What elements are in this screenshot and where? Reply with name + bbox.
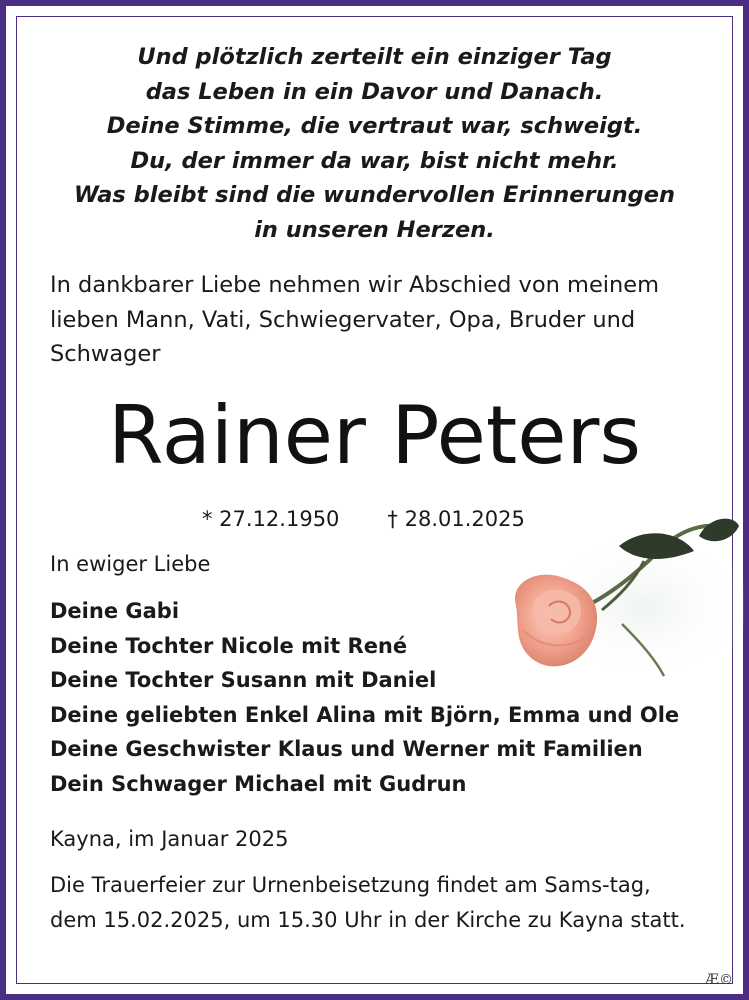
poem-line: das Leben in ein Davor und Danach. — [145, 78, 604, 105]
death-date: † 28.01.2025 — [387, 507, 525, 531]
poem-line: Und plötzlich zerteilt ein einziger Tag — [137, 44, 612, 70]
funeral-info: Die Trauerfeier zur Urnenbeisetzung findet am Sams-tag, dem 15.02.2025, um 15.30 Uhr in der Kirche zu Kayna statt. — [50, 873, 686, 932]
mourner-entry: Deine Geschwister Klaus und Werner mit Familien — [50, 737, 643, 761]
birth-date: * 27.12.1950 — [202, 507, 340, 531]
poem — [6, 40, 743, 247]
poem-line: Was bleibt sind die wundervollen Erinnerungen — [73, 182, 676, 208]
mourner-entry: Dein Schwager Michael mit Gudrun — [50, 771, 467, 796]
mourner-entry: Deine Gabi — [50, 599, 180, 623]
poem-line: Du, der immer da war, bist nicht mehr. — [130, 147, 619, 174]
mourner-entry: Deine Tochter Nicole mit René — [50, 633, 408, 658]
poem-line: in unseren Herzen. — [254, 216, 495, 243]
poem-line: Deine Stimme, die vertraut war, schweigt. — [106, 113, 643, 139]
place-date: Kayna, im Januar 2025 — [50, 827, 289, 851]
eternal-love-label: In ewiger Liebe — [50, 552, 211, 576]
intro-text: In dankbarer Liebe nehmen wir Abschied von meinem lieben Mann, Vati, Schwiegervater, Opa, Bruder und Schwager — [50, 272, 660, 367]
life-dates — [202, 504, 525, 534]
mourners-list — [50, 594, 679, 801]
mourner-entry: Deine Tochter Susann mit Daniel — [50, 668, 437, 692]
deceased-name: Rainer Peters — [107, 389, 642, 482]
publisher-signature: Æ© — [704, 972, 733, 988]
mourner-entry: Deine geliebten Enkel Alina mit Björn, Emma und Ole — [50, 702, 680, 727]
